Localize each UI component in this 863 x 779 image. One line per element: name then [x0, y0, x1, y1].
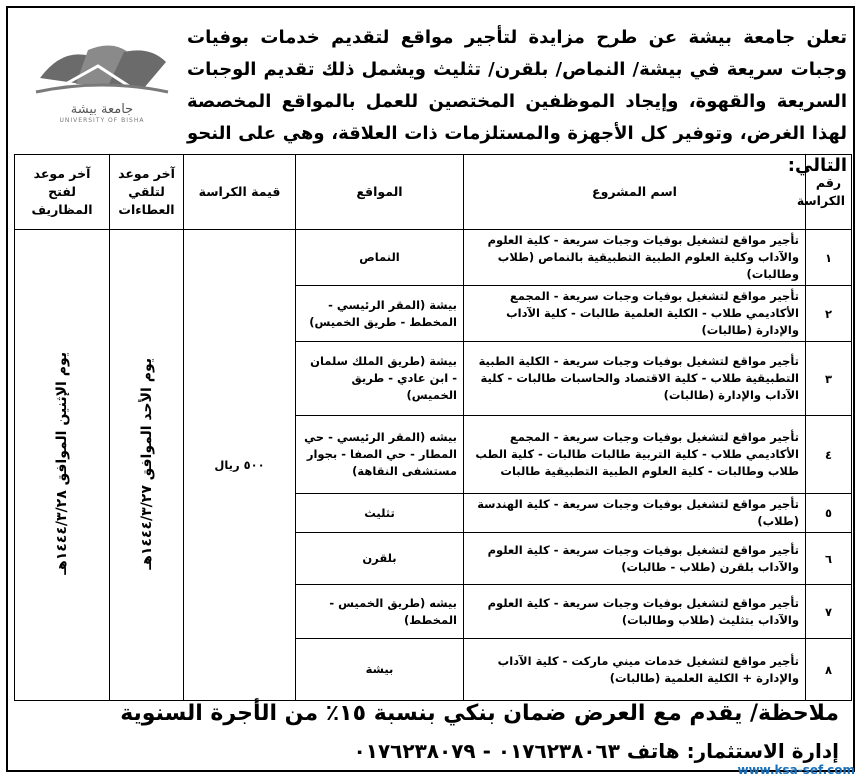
bank-guarantee-note: ملاحظة/ يقدم مع العرض ضمان بنكي بنسبة ١٥٪ من الأجرة السنوية — [120, 701, 839, 726]
row-project: تأجير مواقع لتشغيل بوفيات وجبات سريعة - المجمع الأكاديمي طلاب - الكلية العلمية طالبات - كلية الآداب والإدارة (طالبات) — [464, 286, 806, 342]
row-location: بيشه (طريق الخميس - المخطط) — [296, 585, 464, 639]
row-location: بيشة — [296, 639, 464, 701]
header-number: رقم الكراسة — [806, 155, 852, 230]
row-location: بلقرن — [296, 533, 464, 585]
header-opening-deadline: آخر موعد لفتح المظاريف — [15, 155, 110, 230]
row-project: تأجير مواقع لتشغيل بوفيات وجبات سريعة - كلية العلوم والآداب وكلية العلوم الطبية التطبيقية بالنماص (طلاب وطالبات) — [464, 230, 806, 286]
row-project: تأجير مواقع لتشغيل بوفيات وجبات سريعة - المجمع الأكاديمي طلاب - كلية التربية طالبات طالبات - كلية الطب طلاب وطالبات - كلية العلوم الطبية التطبيقية طالبات — [464, 416, 806, 494]
row-location: بيشة (طريق الملك سلمان - ابن عادي - طريق الخميس) — [296, 342, 464, 416]
investment-contact: إدارة الاستثمار: هاتف ٠١٧٦٢٣٨٠٦٣ - ٠١٧٦٢٣٨٠٧٩ — [353, 739, 839, 763]
row-project: تأجير مواقع لتشغيل خدمات ميني ماركت - كلية الآداب والإدارة + الكلية العلمية (طالبات) — [464, 639, 806, 701]
row-location: تثليث — [296, 494, 464, 533]
ad-header — [8, 8, 857, 176]
site-watermark: www.ksa-sef.com — [737, 763, 855, 777]
advertisement-frame — [6, 6, 855, 772]
tenders-table — [14, 154, 852, 701]
bid-deadline-cell — [110, 230, 184, 701]
row-project: تأجير مواقع لتشغيل بوفيات وجبات سريعة - الكلية الطبية التطبيقية طلاب - كلية الاقتصاد والحاسبات طالبات - كلية الآداب والإدارة (طالبات) — [464, 342, 806, 416]
booklet-price: ٥٠٠ ريال — [184, 230, 296, 701]
row-location: بيشه (المقر الرئيسي - حي المطار - حي الصفا - بجوار مستشفى النقاهة) — [296, 416, 464, 494]
header-price: قيمة الكراسة — [184, 155, 296, 230]
table-row — [15, 230, 852, 286]
header-location: المواقع — [296, 155, 464, 230]
bid-deadline-text: يوم الأحد الموافق ١٤٤٤/٣/٢٧هـ — [138, 357, 155, 570]
row-number: ٥ — [806, 494, 852, 533]
logo-arabic-name: جامعة بيشة — [70, 102, 134, 117]
logo-english-name: UNIVERSITY OF BISHA — [59, 117, 145, 124]
table-header-row — [15, 155, 852, 230]
university-logo — [22, 38, 182, 133]
row-location: بيشة (المقر الرئيسي - المخطط - طريق الخميس) — [296, 286, 464, 342]
row-number: ٦ — [806, 533, 852, 585]
row-number: ٤ — [806, 416, 852, 494]
row-project: تأجير مواقع لتشغيل بوفيات وجبات سريعة - كلية العلوم والآداب بلقرن (طلاب - طالبات) — [464, 533, 806, 585]
row-number: ١ — [806, 230, 852, 286]
opening-deadline-cell — [15, 230, 110, 701]
university-logo-icon — [32, 38, 172, 100]
row-number: ٧ — [806, 585, 852, 639]
row-project: تأجير مواقع لتشغيل بوفيات وجبات سريعة - كلية الهندسة (طلاب) — [464, 494, 806, 533]
header-project: اسم المشروع — [464, 155, 806, 230]
opening-deadline-text: يوم الإثنين الموافق ١٤٤٤/٣/٢٨هـ — [54, 352, 70, 575]
row-number: ٣ — [806, 342, 852, 416]
row-number: ٢ — [806, 286, 852, 342]
header-bid-deadline: آخر موعد لتلقي العطاءات — [110, 155, 184, 230]
announcement-intro: تعلن جامعة بيشة عن طرح مزايدة لتأجير مواقع لتقديم خدمات بوفيات وجبات سريعة في بيشة/ النماص/ بلقرن/ تثليث ويشمل ذلك تقديم الوجبات السريعة والقهوة، وإيجاد الموظفين المختصين للعمل بالمواقع المخصصة لهذا الغرض، وتوفير كل الأجهزة والمستلزمات ذات العلاقة، وهي على النحو التالي: — [187, 27, 847, 176]
row-location: النماص — [296, 230, 464, 286]
row-number: ٨ — [806, 639, 852, 701]
row-project: تأجير مواقع لتشغيل بوفيات وجبات سريعة - كلية العلوم والآداب بتثليث (طلاب وطالبات) — [464, 585, 806, 639]
